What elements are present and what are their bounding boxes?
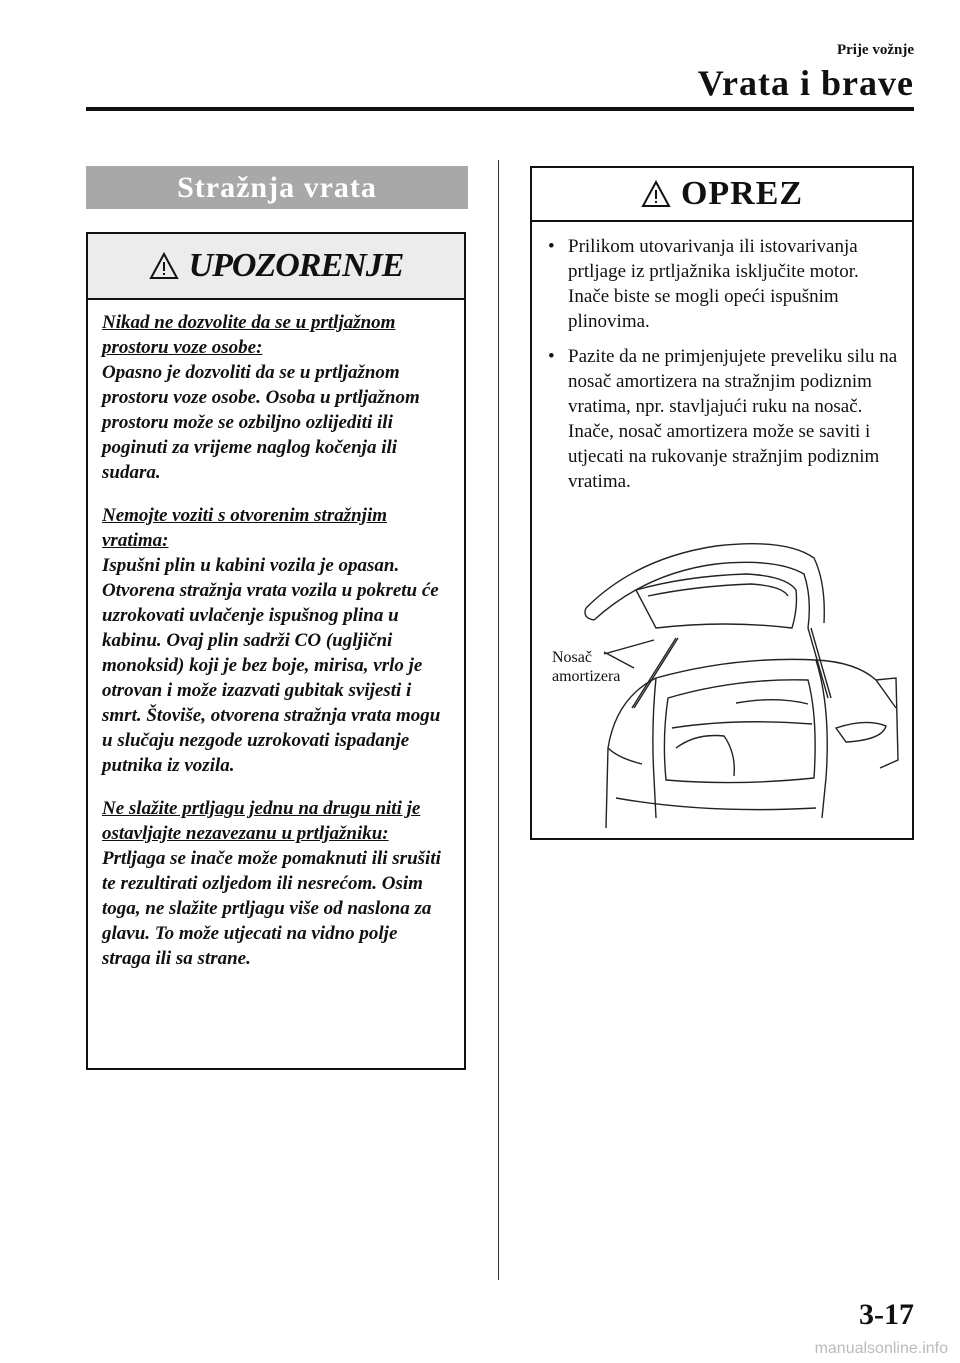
warning-title: UPOZORENJE	[188, 247, 404, 284]
column-divider	[498, 160, 499, 1280]
header-section-label: Prije vožnje	[836, 42, 914, 58]
header-chapter-title: Vrata i brave	[697, 63, 914, 103]
warning-triangle-icon	[149, 252, 179, 280]
caution-title: OPREZ	[680, 175, 804, 212]
caution-item-text: Prilikom utovarivanja ili istovarivanja prtljage iz prtljažnika isključite motor. Inače biste se mogli opeći ispušnim plinovima.	[568, 236, 859, 332]
caution-box	[530, 166, 914, 840]
header-rule	[86, 107, 914, 111]
page-number: 3-17	[859, 1298, 914, 1331]
caution-header	[532, 168, 912, 222]
warning-paragraph	[102, 503, 450, 778]
caution-item-text: Pazite da ne primjenjujete preveliku silu na nosač amortizera na stražnjim podiznim vratima, npr. stavljajući ruku na nosač. Inače, nosač amortizera može se saviti i utjecati na rukovanje stražnjim podiznim vratima.	[568, 346, 898, 492]
caution-list	[532, 222, 912, 494]
bullet-icon: •	[548, 236, 555, 257]
warning-body	[88, 300, 464, 971]
warning-text: Prtljaga se inače može pomaknuti ili srušiti te rezultirati ozljedom ili nesrećom. Osim toga, ne slažite prtljagu više od naslona za glavu. To može utjecati na vidno polje straga ili sa strane.	[102, 848, 441, 969]
warning-triangle-icon	[641, 180, 671, 208]
warning-paragraph	[102, 310, 450, 485]
warning-box	[86, 232, 466, 1070]
figure-label-line: amortizera	[552, 668, 621, 685]
figure-label-line: Nosač	[552, 649, 592, 666]
section-title: Stražnja vrata	[86, 166, 468, 209]
warning-text: Opasno je dozvoliti da se u prtljažnom prostoru voze osobe. Osoba u prtljažnom prostoru može se ozbiljno ozlijediti ili poginuti za vrijeme naglog kočenja ili sudara.	[102, 362, 420, 483]
warning-text: Ispušni plin u kabini vozila je opasan. Otvorena stražnja vrata vozila u pokretu će uzrokovati uvlačenje ispušnog plina u kabinu. Ovaj plin sadrži CO (ugljični monoksid) koji je bez boje, mirisa, vrlo je otrovan i može izazvati gubitak svijesti i smrt. Štoviše, otvorena stražnja vrata mogu u slučaju nezgode uzrokovati ispadanje putnika iz vozila.	[102, 555, 441, 776]
warning-heading: Ne slažite prtljagu jednu na drugu niti je ostavljajte nezavezanu u prtljažniku:	[102, 798, 421, 844]
warning-header	[88, 234, 464, 300]
caution-item	[544, 344, 900, 494]
warning-heading: Nemojte voziti s otvorenim stražnjim vratima:	[102, 505, 388, 551]
footer-url[interactable]: manualsonline.info	[814, 1340, 948, 1357]
bullet-icon: •	[548, 346, 555, 367]
warning-heading: Nikad ne dozvolite da se u prtljažnom prostoru voze osobe:	[102, 312, 396, 358]
warning-paragraph	[102, 796, 450, 971]
figure-label	[552, 648, 620, 686]
caution-item	[544, 234, 900, 334]
